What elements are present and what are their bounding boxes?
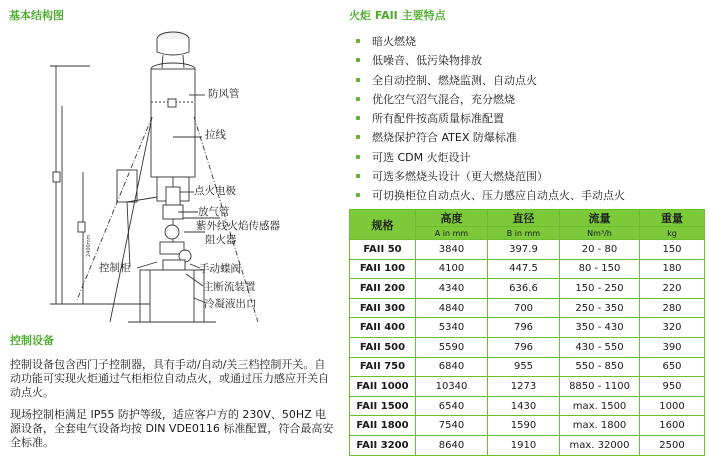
cell-height: 4100 (416, 259, 488, 279)
cell-height: 5340 (416, 318, 488, 338)
cell-weight: 1000 (640, 396, 705, 416)
cell-weight: 180 (640, 259, 705, 279)
feature-list (350, 32, 705, 206)
cell-height: 7540 (416, 416, 488, 436)
cell-height: 10340 (416, 377, 488, 397)
structure-heading: 基本结构图 (9, 9, 64, 22)
cell-height: 4340 (416, 279, 488, 299)
unit-diameter: B in mm (488, 227, 560, 240)
cell-flow: 550 - 850 (560, 357, 640, 377)
header-height: 高度 (416, 210, 488, 227)
cell-diameter: 1910 (488, 435, 560, 455)
bullet-icon (356, 174, 360, 178)
features-heading: 火炬 FAII 主要特点 (349, 9, 446, 22)
bullet-icon (356, 155, 360, 159)
label-manual-valve: 手动蝶阀 (199, 263, 241, 275)
cell-model: FAII 50 (350, 240, 416, 260)
table-row (350, 259, 705, 279)
cell-diameter: 447.5 (488, 259, 560, 279)
table-row (350, 337, 705, 357)
unit-height: A in mm (416, 227, 488, 240)
table-row (350, 279, 705, 299)
control-paragraph-2: 现场控制柜满足 IP55 防护等级，适应客户方的 230V、50HZ 电源设备，全套电气设备均按 DIN VDE0116 标准配置，符合最高安全标准。 (10, 408, 334, 449)
bullet-icon (356, 116, 360, 120)
cell-height: 6840 (416, 357, 488, 377)
cell-model: FAII 1800 (350, 416, 416, 436)
cell-height: 3840 (416, 240, 488, 260)
windshield-tube (151, 69, 195, 177)
cell-weight: 1600 (640, 416, 705, 436)
cell-model: FAII 200 (350, 279, 416, 299)
cell-flow: 80 - 150 (560, 259, 640, 279)
cell-model: FAII 300 (350, 298, 416, 318)
cell-diameter: 397.9 (488, 240, 560, 260)
label-gas-pipe: 放气管 (198, 206, 230, 218)
cell-model: FAII 100 (350, 259, 416, 279)
control-heading: 控制设备 (10, 334, 54, 347)
cell-height: 4840 (416, 298, 488, 318)
feature-item: 可选多燃烧头设计（更大燃烧范围） (350, 167, 705, 186)
feature-item: 可切换柜位自动点火、压力感应自动点火、手动点火 (350, 186, 705, 205)
table-row (350, 377, 705, 397)
label-stay-wire: 拉线 (205, 129, 226, 141)
label-condensate-outlet: 冷凝液出口 (204, 298, 257, 310)
bullet-icon (356, 135, 360, 139)
label-main-flow: 主断流装置 (203, 281, 256, 293)
spec-table (349, 209, 705, 456)
cell-height: 5590 (416, 337, 488, 357)
label-ignition-electrode: 点火电极 (194, 185, 236, 197)
cell-flow: max. 32000 (560, 435, 640, 455)
label-control-cabinet: 控制柜 (99, 262, 131, 274)
cell-diameter: 700 (488, 298, 560, 318)
table-row (350, 318, 705, 338)
table-row (350, 298, 705, 318)
header-model: 规格 (350, 210, 416, 240)
cell-diameter: 636.6 (488, 279, 560, 299)
bullet-icon (356, 193, 360, 197)
cell-height: 8640 (416, 435, 488, 455)
feature-item: 优化空气沼气混合，充分燃烧 (350, 90, 705, 109)
cell-model: FAII 3200 (350, 435, 416, 455)
cell-weight: 650 (640, 357, 705, 377)
cell-diameter: 796 (488, 318, 560, 338)
bullet-icon (356, 97, 360, 101)
control-cabinet-box (117, 170, 137, 202)
cell-flow: 8850 - 1100 (560, 377, 640, 397)
table-row (350, 357, 705, 377)
feature-item: 暗火燃烧 (350, 32, 705, 51)
cell-model: FAII 750 (350, 357, 416, 377)
header-weight: 重量 (640, 210, 705, 227)
cell-flow: 20 - 80 (560, 240, 640, 260)
unit-flow: Nm³/h (560, 227, 640, 240)
cell-diameter: 1273 (488, 377, 560, 397)
cell-model: FAII 500 (350, 337, 416, 357)
cell-flow: 350 - 430 (560, 318, 640, 338)
feature-item: 可选 CDM 火炬设计 (350, 148, 705, 167)
flare-structure-diagram (0, 22, 340, 327)
table-row (350, 240, 705, 260)
cell-flow: max. 1500 (560, 396, 640, 416)
cell-diameter: 1430 (488, 396, 560, 416)
header-diameter: 直径 (488, 210, 560, 227)
cell-flow: 150 - 250 (560, 279, 640, 299)
cell-diameter: 796 (488, 337, 560, 357)
cell-weight: 320 (640, 318, 705, 338)
table-row (350, 416, 705, 436)
header-flow: 流量 (560, 210, 640, 227)
cell-diameter: 955 (488, 357, 560, 377)
spec-table-body (350, 240, 705, 456)
cell-model: FAII 1500 (350, 396, 416, 416)
cell-diameter: 1590 (488, 416, 560, 436)
cell-weight: 220 (640, 279, 705, 299)
table-row (350, 435, 705, 455)
label-windshield: 防风管 (208, 88, 240, 100)
feature-item: 全自动控制、燃烧监测、自动点火 (350, 71, 705, 90)
cell-weight: 2500 (640, 435, 705, 455)
table-row (350, 396, 705, 416)
label-dimension: 2400mm (86, 234, 92, 257)
cell-weight: 280 (640, 298, 705, 318)
cell-weight: 150 (640, 240, 705, 260)
control-paragraph-1: 控制设备包含西门子控制器，具有手动/自动/关三档控制开关。自动功能可实现火炬通过气柜柜位自动点火，或通过压力感应开关自动点火。 (10, 358, 329, 399)
cell-flow: max. 1800 (560, 416, 640, 436)
cell-weight: 950 (640, 377, 705, 397)
label-uv-sensor: 紫外线火焰传感器 (196, 220, 280, 232)
cell-flow: 430 - 550 (560, 337, 640, 357)
bullet-icon (356, 39, 360, 43)
feature-item: 燃烧保护符合 ATEX 防爆标准 (350, 128, 705, 147)
bullet-icon (356, 78, 360, 82)
feature-item: 所有配件按高质量标准配置 (350, 109, 705, 128)
label-flame-arrester: 阻火器 (205, 234, 237, 246)
cell-model: FAII 400 (350, 318, 416, 338)
cell-height: 6540 (416, 396, 488, 416)
feature-item: 低噪音、低污染物排放 (350, 51, 705, 70)
bullet-icon (356, 58, 360, 62)
cell-weight: 390 (640, 337, 705, 357)
cell-model: FAII 1000 (350, 377, 416, 397)
unit-weight: kg (640, 227, 705, 240)
cell-flow: 250 - 350 (560, 298, 640, 318)
